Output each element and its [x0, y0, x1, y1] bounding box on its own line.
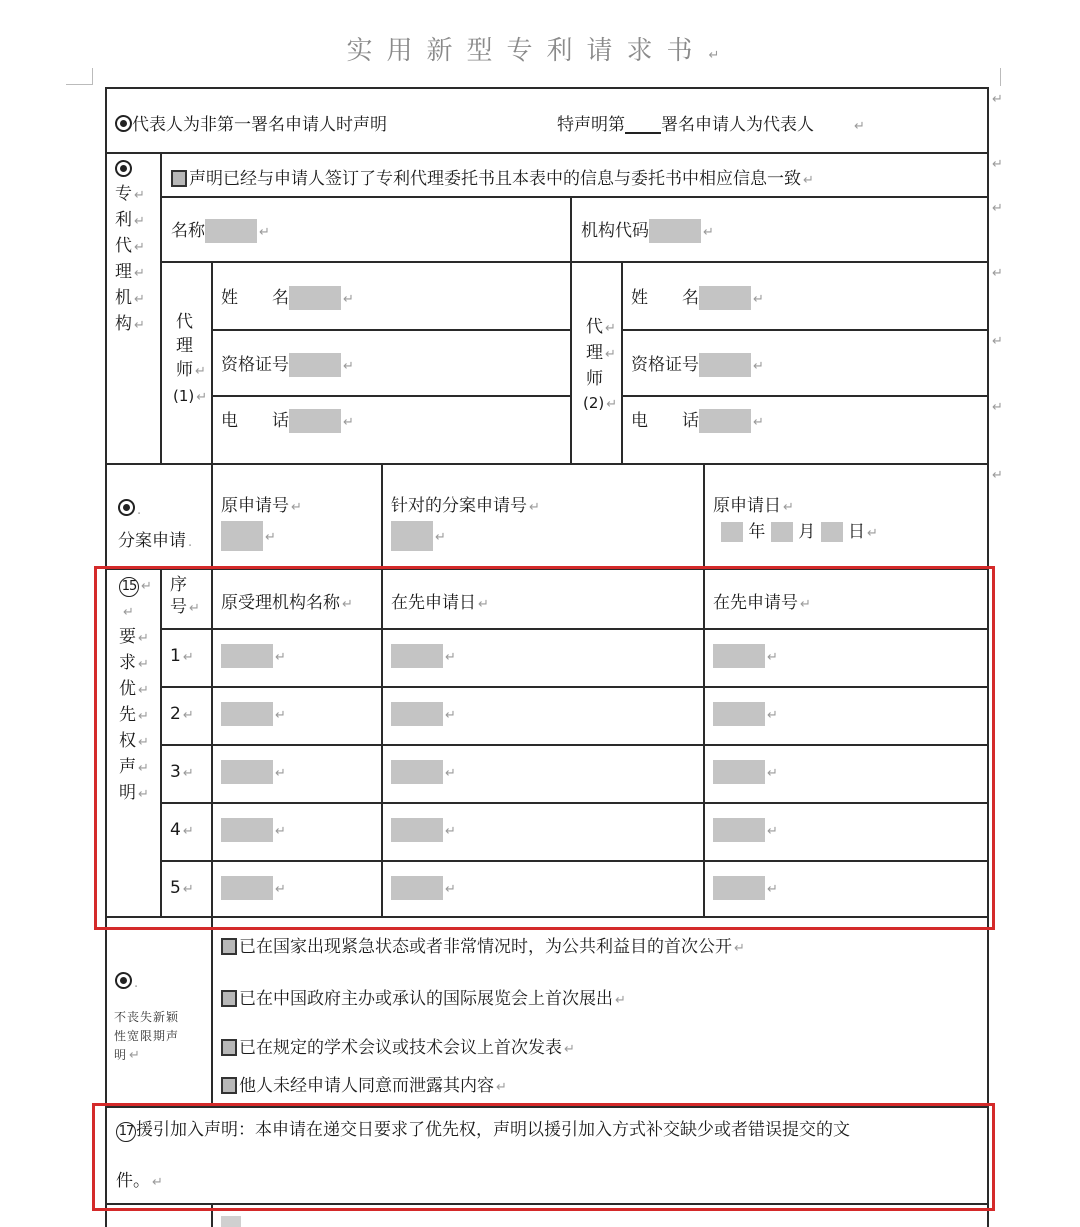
target-division-app-no-label: 针对的分案申请号 — [391, 496, 527, 516]
agency-name-label: 名称 — [171, 221, 205, 241]
priority-row-date: ↵ — [391, 760, 456, 784]
agent-cert-label: 资格证号 — [221, 355, 289, 375]
novelty-option-label: 他人未经申请人同意而泄露其内容 — [239, 1076, 494, 1096]
col-divider — [570, 196, 572, 463]
row-divider — [212, 395, 571, 397]
paragraph-mark-icon: ↵ — [343, 415, 354, 430]
original-app-date-label: 原申请日 — [713, 496, 781, 516]
paragraph-mark-icon: ↵ — [343, 359, 354, 374]
section-number-badge: 17 — [116, 1122, 136, 1142]
paragraph-mark-icon: ↵ — [753, 415, 764, 430]
agency-name-input[interactable] — [205, 219, 257, 243]
novelty-option: 已在国家出现紧急状态或者非常情况时，为公共利益目的首次公开 ↵ — [221, 932, 745, 957]
priority-row-seq: 2 ↵ — [170, 704, 194, 724]
label-char: 构 — [115, 314, 132, 334]
label-line: 明 — [114, 1048, 128, 1062]
column-header-text: 在先申请日 — [391, 593, 476, 613]
priority-row-seq: 1 ↵ — [170, 646, 194, 666]
incorporation-text: 件。 — [116, 1171, 150, 1191]
original-app-no-input[interactable] — [221, 521, 263, 551]
priority-col-seq-header: 序 号 ↵ — [170, 575, 200, 617]
paragraph-mark-icon: ↵ — [992, 334, 1003, 349]
agent-phone-label: 电 话 — [631, 411, 699, 431]
novelty-section-number: . — [115, 972, 138, 992]
paragraph-mark-icon: ↵ — [992, 157, 1003, 172]
section-number-icon — [115, 115, 132, 132]
agent-1-name-field — [221, 283, 354, 310]
margin-corner-mark — [1000, 68, 1001, 86]
declaration-suffix: 署名申请人为代表人 — [661, 115, 814, 135]
agency-name-field — [171, 216, 270, 243]
year-label: 年 — [748, 522, 766, 542]
priority-row-seq: 4 ↵ — [170, 820, 194, 840]
label-line: 性宽限期声 — [114, 1029, 180, 1043]
seq-text: 1 — [170, 646, 181, 666]
incorporation-text: 援引加入声明：本申请在递交日要求了优先权，声明以援引加入方式补交缺少或者错误提交的文 — [136, 1120, 850, 1140]
row-divider — [105, 152, 989, 154]
seq-text: 3 — [170, 762, 181, 782]
agency-code-input[interactable] — [649, 219, 701, 243]
novelty-option-checkbox[interactable] — [221, 1039, 237, 1056]
agency-code-field — [581, 216, 714, 243]
priority-highlight-box — [94, 566, 995, 930]
paragraph-mark-icon: ↵ — [753, 359, 764, 374]
agent-2-cert-input[interactable] — [699, 353, 751, 377]
agent-phone-label: 电 话 — [221, 411, 289, 431]
row-divider — [212, 329, 571, 331]
column-header-text: 原受理机构名称 — [221, 593, 340, 613]
label-char: 代 — [586, 317, 603, 337]
novelty-option-label: 已在国家出现紧急状态或者非常情况时，为公共利益目的首次公开 — [239, 937, 732, 957]
label-char: 优 — [119, 679, 136, 699]
paragraph-mark-icon: ↵ — [992, 468, 1003, 483]
priority-row-date: ↵ — [391, 876, 456, 900]
agent-1-phone-input[interactable] — [289, 409, 341, 433]
label-char: 先 — [119, 705, 136, 725]
target-division-app-no-field: 针对的分案申请号 ↵ ↵ — [391, 493, 540, 551]
label-char: 声 — [119, 757, 136, 777]
row-divider — [622, 395, 989, 397]
document-title — [0, 30, 1080, 67]
row-divider — [622, 329, 989, 331]
original-app-day-input[interactable] — [821, 522, 843, 542]
label-char: 序 — [170, 575, 187, 595]
priority-row-date: ↵ — [391, 818, 456, 842]
agent-2-name-input[interactable] — [699, 286, 751, 310]
agent-name-label: 姓 名 — [221, 288, 289, 308]
commission-declaration — [171, 164, 814, 189]
priority-section-label: 15 ↵ ↵ 要 ↵ 求 ↵ 优 ↵ 先 ↵ 权 ↵ 声 ↵ 明 ↵ — [119, 579, 152, 803]
agent-1-cert-field — [221, 350, 354, 377]
priority-row-seq: 3 ↵ — [170, 762, 194, 782]
label-char: 机 — [115, 288, 132, 308]
label-char: 专 — [115, 184, 132, 204]
label-char: 理 — [115, 262, 132, 282]
priority-col-number-header: 在先申请号 ↵ — [713, 593, 811, 613]
document-title-text: 实用新型专利请求书 — [346, 36, 707, 66]
label-char: 号 — [170, 597, 187, 617]
section-number-icon — [115, 160, 132, 177]
agent-2-phone-field — [631, 406, 764, 433]
day-label: 日 — [848, 522, 866, 542]
agent-name-label: 姓 名 — [631, 288, 699, 308]
row-divider — [161, 196, 989, 198]
priority-row-number: ↵ — [713, 702, 778, 726]
priority-row-office: ↵ — [221, 702, 286, 726]
agent-2-cert-field — [631, 350, 764, 377]
label-char: 理 — [176, 336, 193, 356]
agent-index: (2) — [583, 394, 605, 412]
priority-col-office-header: 原受理机构名称 ↵ — [221, 593, 353, 613]
paragraph-mark-icon: ↵ — [992, 201, 1003, 216]
representative-declaration-row — [115, 110, 387, 135]
paragraph-mark-icon: ↵ — [803, 173, 814, 188]
agent-1-name-input[interactable] — [289, 286, 341, 310]
commission-checkbox-label: 声明已经与申请人签订了专利代理委托书且本表中的信息与委托书中相应信息一致 — [189, 169, 801, 189]
agent-1-label: 代 理 师 ↵ (1) ↵ — [173, 312, 208, 405]
label-char: 理 — [586, 343, 603, 363]
paragraph-mark-icon: ↵ — [703, 225, 714, 240]
redacted-field — [221, 1216, 241, 1227]
priority-row-number: ↵ — [713, 644, 778, 668]
label-char: 利 — [115, 210, 132, 230]
priority-row-date: ↵ — [391, 644, 456, 668]
agency-code-label: 机构代码 — [581, 221, 649, 241]
priority-row-office: ↵ — [221, 760, 286, 784]
priority-row-number: ↵ — [713, 818, 778, 842]
seq-text: 4 — [170, 820, 181, 840]
label-char: 师 — [176, 360, 193, 380]
row-divider — [105, 463, 989, 465]
division-section-label: . 分案申请 . — [118, 494, 192, 558]
representative-number-input[interactable] — [625, 118, 661, 134]
original-app-no-label: 原申请号 — [221, 496, 289, 516]
agent-1-phone-field — [221, 406, 354, 433]
row-divider — [161, 261, 989, 263]
priority-row-seq: 5 ↵ — [170, 878, 194, 898]
agency-section-label: 专 ↵ 利 ↵ 代 ↵ 理 ↵ 机 ↵ 构 ↵ — [115, 158, 155, 338]
priority-row-number: ↵ — [713, 876, 778, 900]
priority-row-office: ↵ — [221, 876, 286, 900]
novelty-option-label: 已在规定的学术会议或技术会议上首次发表 — [239, 1038, 562, 1058]
novelty-option-checkbox[interactable] — [221, 990, 237, 1007]
target-division-app-no-input[interactable] — [391, 521, 433, 551]
section-number-badge: 15 — [119, 577, 139, 597]
original-app-no-field: 原申请号 ↵ ↵ — [221, 493, 302, 551]
paragraph-mark-icon: ↵ — [992, 266, 1003, 281]
label-char: 明 — [119, 783, 136, 803]
table-border-top — [105, 87, 989, 89]
novelty-option-checkbox[interactable] — [221, 938, 237, 955]
commission-checkbox[interactable] — [171, 170, 187, 187]
month-label: 月 — [798, 522, 816, 542]
priority-row-office: ↵ — [221, 818, 286, 842]
agent-cert-label: 资格证号 — [631, 355, 699, 375]
paragraph-mark-icon: ↵ — [753, 292, 764, 307]
paragraph-mark-icon: ↵ — [992, 92, 1003, 107]
original-app-month-input[interactable] — [771, 522, 793, 542]
paragraph-mark-icon: ↵ — [708, 48, 734, 63]
novelty-option: 他人未经申请人同意而泄露其内容 ↵ — [221, 1071, 507, 1096]
label-char: 代 — [115, 236, 132, 256]
seq-text: 5 — [170, 878, 181, 898]
incorporation-declaration-line2: 件。 ↵ — [116, 1171, 163, 1191]
novelty-section-label: 不丧失新颖 性宽限期声 明 ↵ — [114, 1010, 180, 1063]
declaration-prefix: 特声明第 — [557, 115, 625, 135]
label-char: 师 — [586, 369, 603, 389]
agent-2-label: 代 ↵ 理 ↵ 师 (2) ↵ — [583, 317, 618, 412]
priority-row-number: ↵ — [713, 760, 778, 784]
column-header-text: 在先申请号 — [713, 593, 798, 613]
priority-row-office: ↵ — [221, 644, 286, 668]
paragraph-mark-icon: ↵ — [343, 292, 354, 307]
original-app-year-input[interactable] — [721, 522, 743, 542]
original-app-date-field: 原申请日 ↵ 年 月 日 ↵ — [713, 496, 878, 542]
agent-1-cert-input[interactable] — [289, 353, 341, 377]
seq-text: 2 — [170, 704, 181, 724]
margin-corner-mark — [66, 68, 93, 85]
paragraph-mark-icon: ↵ — [854, 119, 865, 134]
division-label: 分案申请 — [118, 531, 186, 551]
agent-2-name-field — [631, 283, 764, 310]
novelty-option: 已在中国政府主办或承认的国际展览会上首次展出 ↵ — [221, 984, 626, 1009]
agent-2-phone-input[interactable] — [699, 409, 751, 433]
section-number-icon — [118, 499, 135, 516]
label-line: 不丧失新颖 — [114, 1010, 180, 1024]
incorporation-highlight-box — [92, 1103, 995, 1211]
novelty-option: 已在规定的学术会议或技术会议上首次发表 ↵ — [221, 1033, 575, 1058]
paragraph-mark-icon: ↵ — [259, 225, 270, 240]
label-char: 要 — [119, 627, 136, 647]
label-char: 代 — [176, 312, 193, 332]
priority-col-date-header: 在先申请日 ↵ — [391, 593, 489, 613]
label-char: 权 — [119, 731, 136, 751]
novelty-option-checkbox[interactable] — [221, 1077, 237, 1094]
representative-declaration-field — [557, 110, 865, 135]
paragraph-mark-icon: ↵ — [992, 400, 1003, 415]
label-char: 求 — [119, 653, 136, 673]
representative-label: 代表人为非第一署名申请人时声明 — [132, 115, 387, 135]
priority-row-date: ↵ — [391, 702, 456, 726]
section-number-icon — [115, 972, 132, 989]
agent-index: (1) — [173, 387, 195, 405]
col-divider — [160, 152, 162, 463]
novelty-option-label: 已在中国政府主办或承认的国际展览会上首次展出 — [239, 989, 613, 1009]
